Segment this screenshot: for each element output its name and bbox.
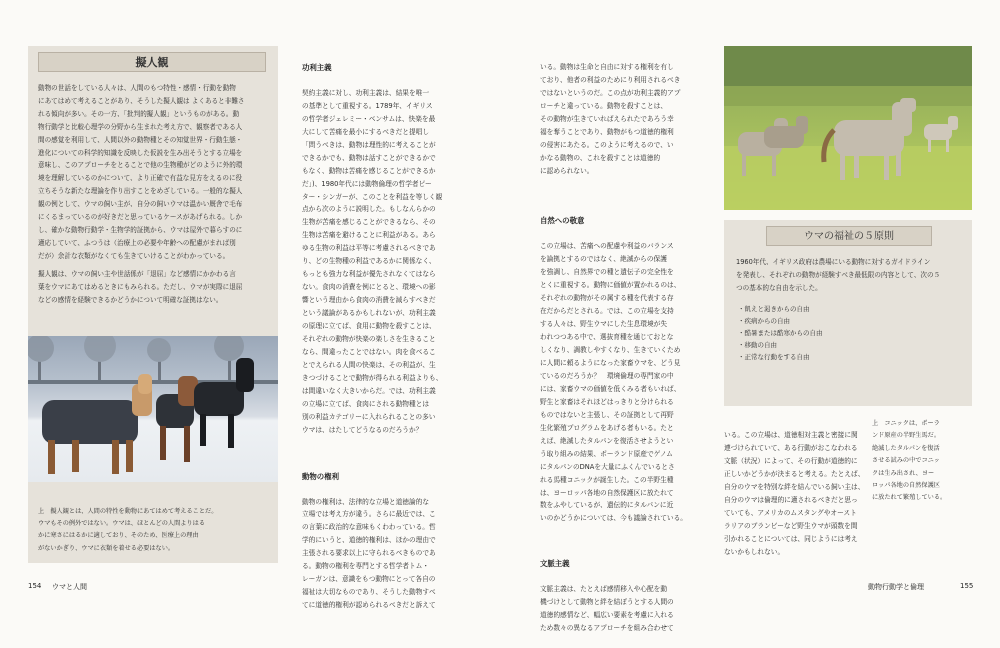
welfare-item: ・正常な行動をする自由 <box>738 352 810 361</box>
animal-rights-text: 動物の権利は、法律的な立場と道徳論的な 立場では考え方が違う。さらに最近では、こ の言葉に政治的な意味もくわわっている。哲 学的にいうと、道徳的権利は、ほかの理由で 主張される要求以上に守られるべきものであ る。動物の権利を専門とする哲学者トム・ レーガンは、意識をもつ動物にとって各自の 福祉は大切なものであり、そうした動物すべ てに道徳的権利が認められるべきだと訴えて <box>302 497 436 610</box>
welfare-title: ウマの福祉の５原則 <box>766 226 932 246</box>
sidebar-paragraph-2: 擬人観は、ウマの飼い主や世話係が「退屈」など感情にかかわる言 葉をウマにあてはめるときにもみられる。ただし、ウマが実際に退屈 などの感情を経験できるかどうかについて明確な証拠はない。 <box>38 270 243 304</box>
footer-left-page-number: 154 <box>28 582 42 590</box>
welfare-item: ・移動の自由 <box>738 340 777 349</box>
sidebar-paragraph-1: 動物の世話をしている人々は、人間のもつ特性・感情・行動を動物 にあてはめて考えることがあり、そうした擬人観は よくあると非難さ れる傾向が多い。その一方、「批判的擬人観」というものがある。動 物行動学と比較心理学の分野から生まれた考え方で、観察者である人 間の感覚を利用して、人間以外の動物種とその知覚世界・行動生態・ 進化についての科学的知識を反映した仮説を生み出そうとする立場を 意味し、このアプローチをとることで他の生物種がどのように外的環 境を理解しているのかについて、より正確で有益な見方をえるのに役 立ちそうな新たな理論を作り出すことをめざしている。一般的な擬人 観の例として、ウマの飼い主が、自分の飼いウマは温かい厩舎で毛布 にくるまっているのが好きだと思っているケースがあげられる。しか し、確かな動物行動学・生物学的証拠から、ウマは屋外で暮らすのに 適応していて、ふつうは（治療上の必要や年齢への配慮がまれば別 だが）余計な衣類がなくても生きていけることがわかっている。 <box>38 84 245 260</box>
footer-right-page-number: 155 <box>960 582 974 590</box>
photo-konik-horses-illustration <box>724 46 972 210</box>
footer-right-label: 動物行動学と倫理 <box>868 583 924 591</box>
welfare-intro: 1960年代、イギリス政府は農場にいる動物に対するガイドライン を発表し、それぞれの動物が経験すべき最低限の内容として、次の５ つの基本的な自由を示した。 <box>736 258 941 292</box>
caption-right: 上 コニックは、ポーラ ンド原産の半野生馬だ。 絶滅したタルパンを復活 させる試みの中でコニッ クは生み出され、ヨー ロッパ各地の自然保護区 に放たれて繁殖している。 <box>872 420 947 502</box>
column-3-top-text: いる。動物は生命と自由に対する権利を有し ており、他者の利益のためにり利用されるべき ではないというのだ。この点が功利主義的アプ ローチと違っている。動物を殺すことは、 その動物が生きていればえられたであろう幸 福を奪うことであり、動物がもつ道徳的権利 の侵害にあたる。このように考えるので、い かなる動物の、これを殺すことは道徳的 に認められない。 <box>540 62 681 175</box>
column-4 <box>724 416 870 571</box>
photo-horses-in-snow <box>28 336 278 482</box>
caption-left: 上 擬人観とは、人間の特性を動物にあてはめて考えることだ。 ウマもその例外ではない。ウマは、ほとんどの人間よりはる かに寒さにはるかに適しており、そのため、医療上の理由 がないかぎり、ウマに衣類を着せる必要はない。 <box>38 508 218 552</box>
photo-horses-in-snow-illustration <box>28 336 278 482</box>
column-2 <box>302 48 502 625</box>
respect-for-nature-text: この立場は、苦痛への配慮や利益のバランス を論拠とするのではなく、絶滅からの保護 を強調し、自然界での種と遺伝子の完全性を とくに重視する。動物に価値が置かれるのは、 それぞれの動物がその属する種を代表する存 在だからだとされる。では、この立場を支持 する人々は、野生ウマにした生息環境が失 われつつある中で、選抜育種を通じておとな しくなり、調教しやすくなり、生きていくため に人間に頼るようになった家畜ウマを、どう見 ているのだろうか？ 環境倫理の専門家の中 には、家畜ウマの価値を低くみる者もいれば、 野生と家畜はそれほどはっきりと分けられる ものではないと主張し、その証拠として再野 生化繁殖プログラムをあげる者もいる。たと えば、絶滅したタルパンを復活させようとい う取り組みの結果、ポーランド原産でゲノム にタルパンのDNAを大量にふくんでいるとさ れる馬種コニックが誕生した。この半野生種 は、ヨーロッパ各地の自然保護区に放たれて 数をふやしているが、遺伝的にタルパンに近 いのかどうかについては、今も議論されている。 <box>540 242 687 523</box>
utilitarianism-text: 契約主義に対し、功利主義は、結果を唯一 の基準として重視する。1789年、イギリス の哲学者ジェレミー・ベンサムは、快楽を最 大にして苦痛を最小にするべきだと提唱し 「問うべきは、動物は理性的に考えることが できるかでも、動物は話すことができるかで もなく、動物は苦痛を感じることができるか だ」)、1980年代には動物倫理の哲学者ピー ター・シンガーが、このことを利益を等しく観 点から次のように説明した。もしなんらかの 生物が苦痛を感じることができるなら、その 生物は苦痛を避けることに利益がある。あら ゆる生物の利益は平等に考慮されるべきであ り、どの生物種の利益であるかに関係なく、 もっとも強力な利益が優先されなくてはなら ない。食肉の消費を例にとると、環境への影 響という理由から食肉の消費を減らすべきだ という議論があるかもしれないが、功利主義 の原理に立てば、食用に動物を殺すことは、 それぞれの動物が快楽の楽しさを生きること なら、間違ったことではない。肉を食べるこ とでえられる人間の快楽は、その利益が、生 きつづけることで動物が得られる利益よりも、 は間違いなく大きいからだ。では、功利主義 の立場に立てば、食肉にされる動物種とは 別の利益カテゴリーに入れられることの多い ウマは、はたしてどうなるのだろうか？ <box>302 88 443 434</box>
welfare-item: ・疾病からの自由 <box>738 316 790 325</box>
welfare-item: ・酷暑または酷寒からの自由 <box>738 328 823 337</box>
heading-contextualism: 文脈主義 <box>540 559 570 569</box>
sidebar-title: 擬人観 <box>38 52 266 72</box>
welfare-item: ・飢えと渇きからの自由 <box>738 305 810 313</box>
photo-konik-horses <box>724 46 972 210</box>
column-3 <box>540 48 740 648</box>
column-4-text: いる。この立場は、道徳相対主義と密接に関 連づけられていて、ある行動がおこなわれる 文脈（状況）によって、その行動が道徳的に 正しいかどうかが決まると考える。たとえば、 自分のウマを特別な絆を結んでいる飼い主は、 自分のウマは倫理的に適されるべきだと思っ ていても、アメリカのムスタングやオースト ラリアのブランビーなど野生ウマが頭数を間 引かれることについては、同じようには考え ないかもしれない。 <box>724 430 865 556</box>
heading-utilitarianism: 功利主義 <box>302 62 332 72</box>
heading-animal-rights: 動物の権利 <box>302 471 339 481</box>
heading-respect-for-nature: 自然への敬意 <box>540 216 585 226</box>
footer-left-label: ウマと人間 <box>52 583 87 591</box>
welfare-list <box>738 304 968 364</box>
contextualism-text: 文脈主義は、たとえば感情移入や心配を動 機づけとして動物と絆を結ぼうとする人間の 道徳的感情など、幅広い要素を考慮に入れる ため数々の異なるアプローチを組み合わせて <box>540 585 674 633</box>
